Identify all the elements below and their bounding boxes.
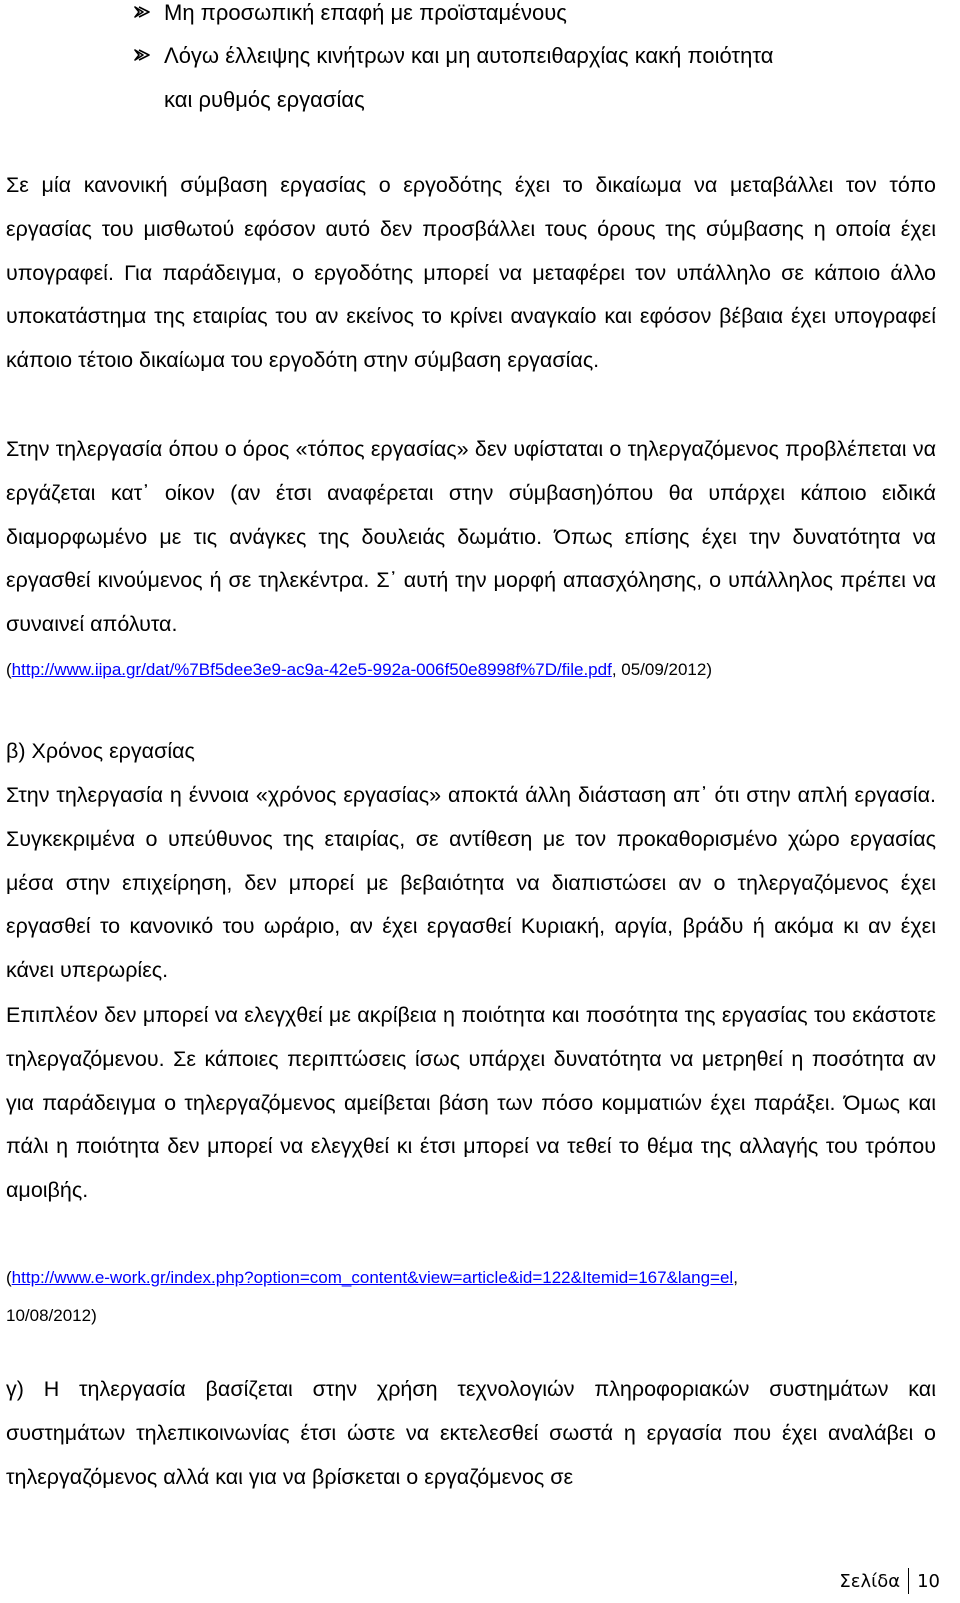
reference-1: (http://www.iipa.gr/dat/%7Bf5dee3e9-ac9a-42e5-992a-006f50e8998f%7D/file.pdf, 05/09/2012) [6,660,713,679]
paragraph-work-time: Στην τηλεργασία η έννοια «χρόνος εργασίας» αποκτά άλλη διάσταση απ᾽ ότι στην απλή εργασία. Συγκεκριμένα ο υπεύθυνος της εταιρίας, σε αντίθεση με τον προκαθορισμένο χώρο εργασίας μέσα στην επιχείρηση, δεν μπορεί με βεβαιότητα να διαπιστώσει αν ο τηλεργαζόμενος έχει εργασθεί το κανονικό του ωράριο, αν έχει εργασθεί Κυριακή, αργία, βράδυ ή ακόμα κι αν έχει κάνει υπερωρίες. [6,783,936,983]
footer-divider [908,1568,909,1594]
reference-link-iipa[interactable]: http://www.iipa.gr/dat/%7Bf5dee3e9-ac9a-42e5-992a-006f50e8998f%7D/file.pdf [11,660,612,679]
paragraph-telework-location: Στην τηλεργασία όπου ο όρος «τόπος εργασίας» δεν υφίσταται ο τηλεργαζόμενος προβλέπεται να εργάζεται κατ᾽ οίκον (αν έτσι αναφέρεται στην σύμβαση)όπου θα υπάρχει κάποιο ειδικά διαμορφωμένο με τις ανάγκες της δουλειάς δωμάτιο. Όπως επίσης έχει την δυνατότητα να εργασθεί κινούμενος ή σε τηλεκέντρα. Σ᾽ αυτή την μορφή απασχόλησης, ο υπάλληλος πρέπει να συναινεί απόλυτα. [6,437,936,637]
arrow-bullet-icon [134,47,150,63]
page-label: Σελίδα [839,1570,901,1592]
paragraph-quality-control: Επιπλέον δεν μπορεί να ελεγχθεί με ακρίβεια η ποιότητα και ποσότητα της εργασίας του εκάστοτε τηλεργαζόμενου. Σε κάποιες περιπτώσεις ίσως υπάρχει δυνατότητα να μετρηθεί η ποσότητα αν για παράδειγμα ο τηλεργαζόμενος αμείβεται βάση των πόσο κομματιών έχει παράξει. Όμως και πάλι η ποιότητα δεν μπορεί να ελεγχθεί κι έτσι μπορεί να τεθεί το θέμα της αλλαγής του τρόπου αμοιβής. [6,1003,936,1203]
bullet-text: Μη προσωπική επαφή με προϊσταμένους [164,0,567,25]
reference-2: (http://www.e-work.gr/index.php?option=com_content&view=article&id=122&Itemid=167&lang=el, [6,1268,738,1287]
arrow-bullet-icon [134,4,150,20]
bullet-text: Λόγω έλλειψης κινήτρων και μη αυτοπειθαρχίας κακή ποιότητα [164,43,774,68]
reference-2-date: 10/08/2012) [6,1306,97,1325]
page-number: 10 [917,1570,940,1592]
bullet-item [164,0,567,26]
bullet-continuation: και ρυθμός εργασίας [164,87,365,112]
paragraph-work-location: Σε μία κανονική σύμβαση εργασίας ο εργοδότης έχει το δικαίωμα να μεταβάλλει τον τόπο εργασίας του μισθωτού εφόσον αυτό δεν προσβάλλει τους όρους της σύμβασης η οποία έχει υπογραφεί. Για παράδειγμα, ο εργοδότης μπορεί να μεταφέρει τον υπάλληλο σε κάποιο άλλο υποκατάστημα της εταιρίας του αν εκείνος το κρίνει αναγκαίο και εφόσον βέβαια έχει υπογραφεί κάποιο τέτοιο δικαίωμα του εργοδότη στην σύμβαση εργασίας. [6,173,936,373]
section-heading-work-time: β) Χρόνος εργασίας [6,739,195,763]
bullet-item [164,43,773,69]
reference-link-ework[interactable]: http://www.e-work.gr/index.php?option=com_content&view=article&id=122&Itemid=167&lang=el [11,1268,734,1287]
page-footer [839,1566,940,1596]
paragraph-technology: γ) Η τηλεργασία βασίζεται στην χρήση τεχνολογιών πληροφοριακών συστημάτων και συστημάτων τηλεπικοινωνίας έτσι ώστε να εκτελεσθεί σωστά η εργασία που έχει αναλάβει ο τηλεργαζόμενος αλλά και για να βρίσκεται ο εργαζόμενος σε [6,1377,936,1489]
